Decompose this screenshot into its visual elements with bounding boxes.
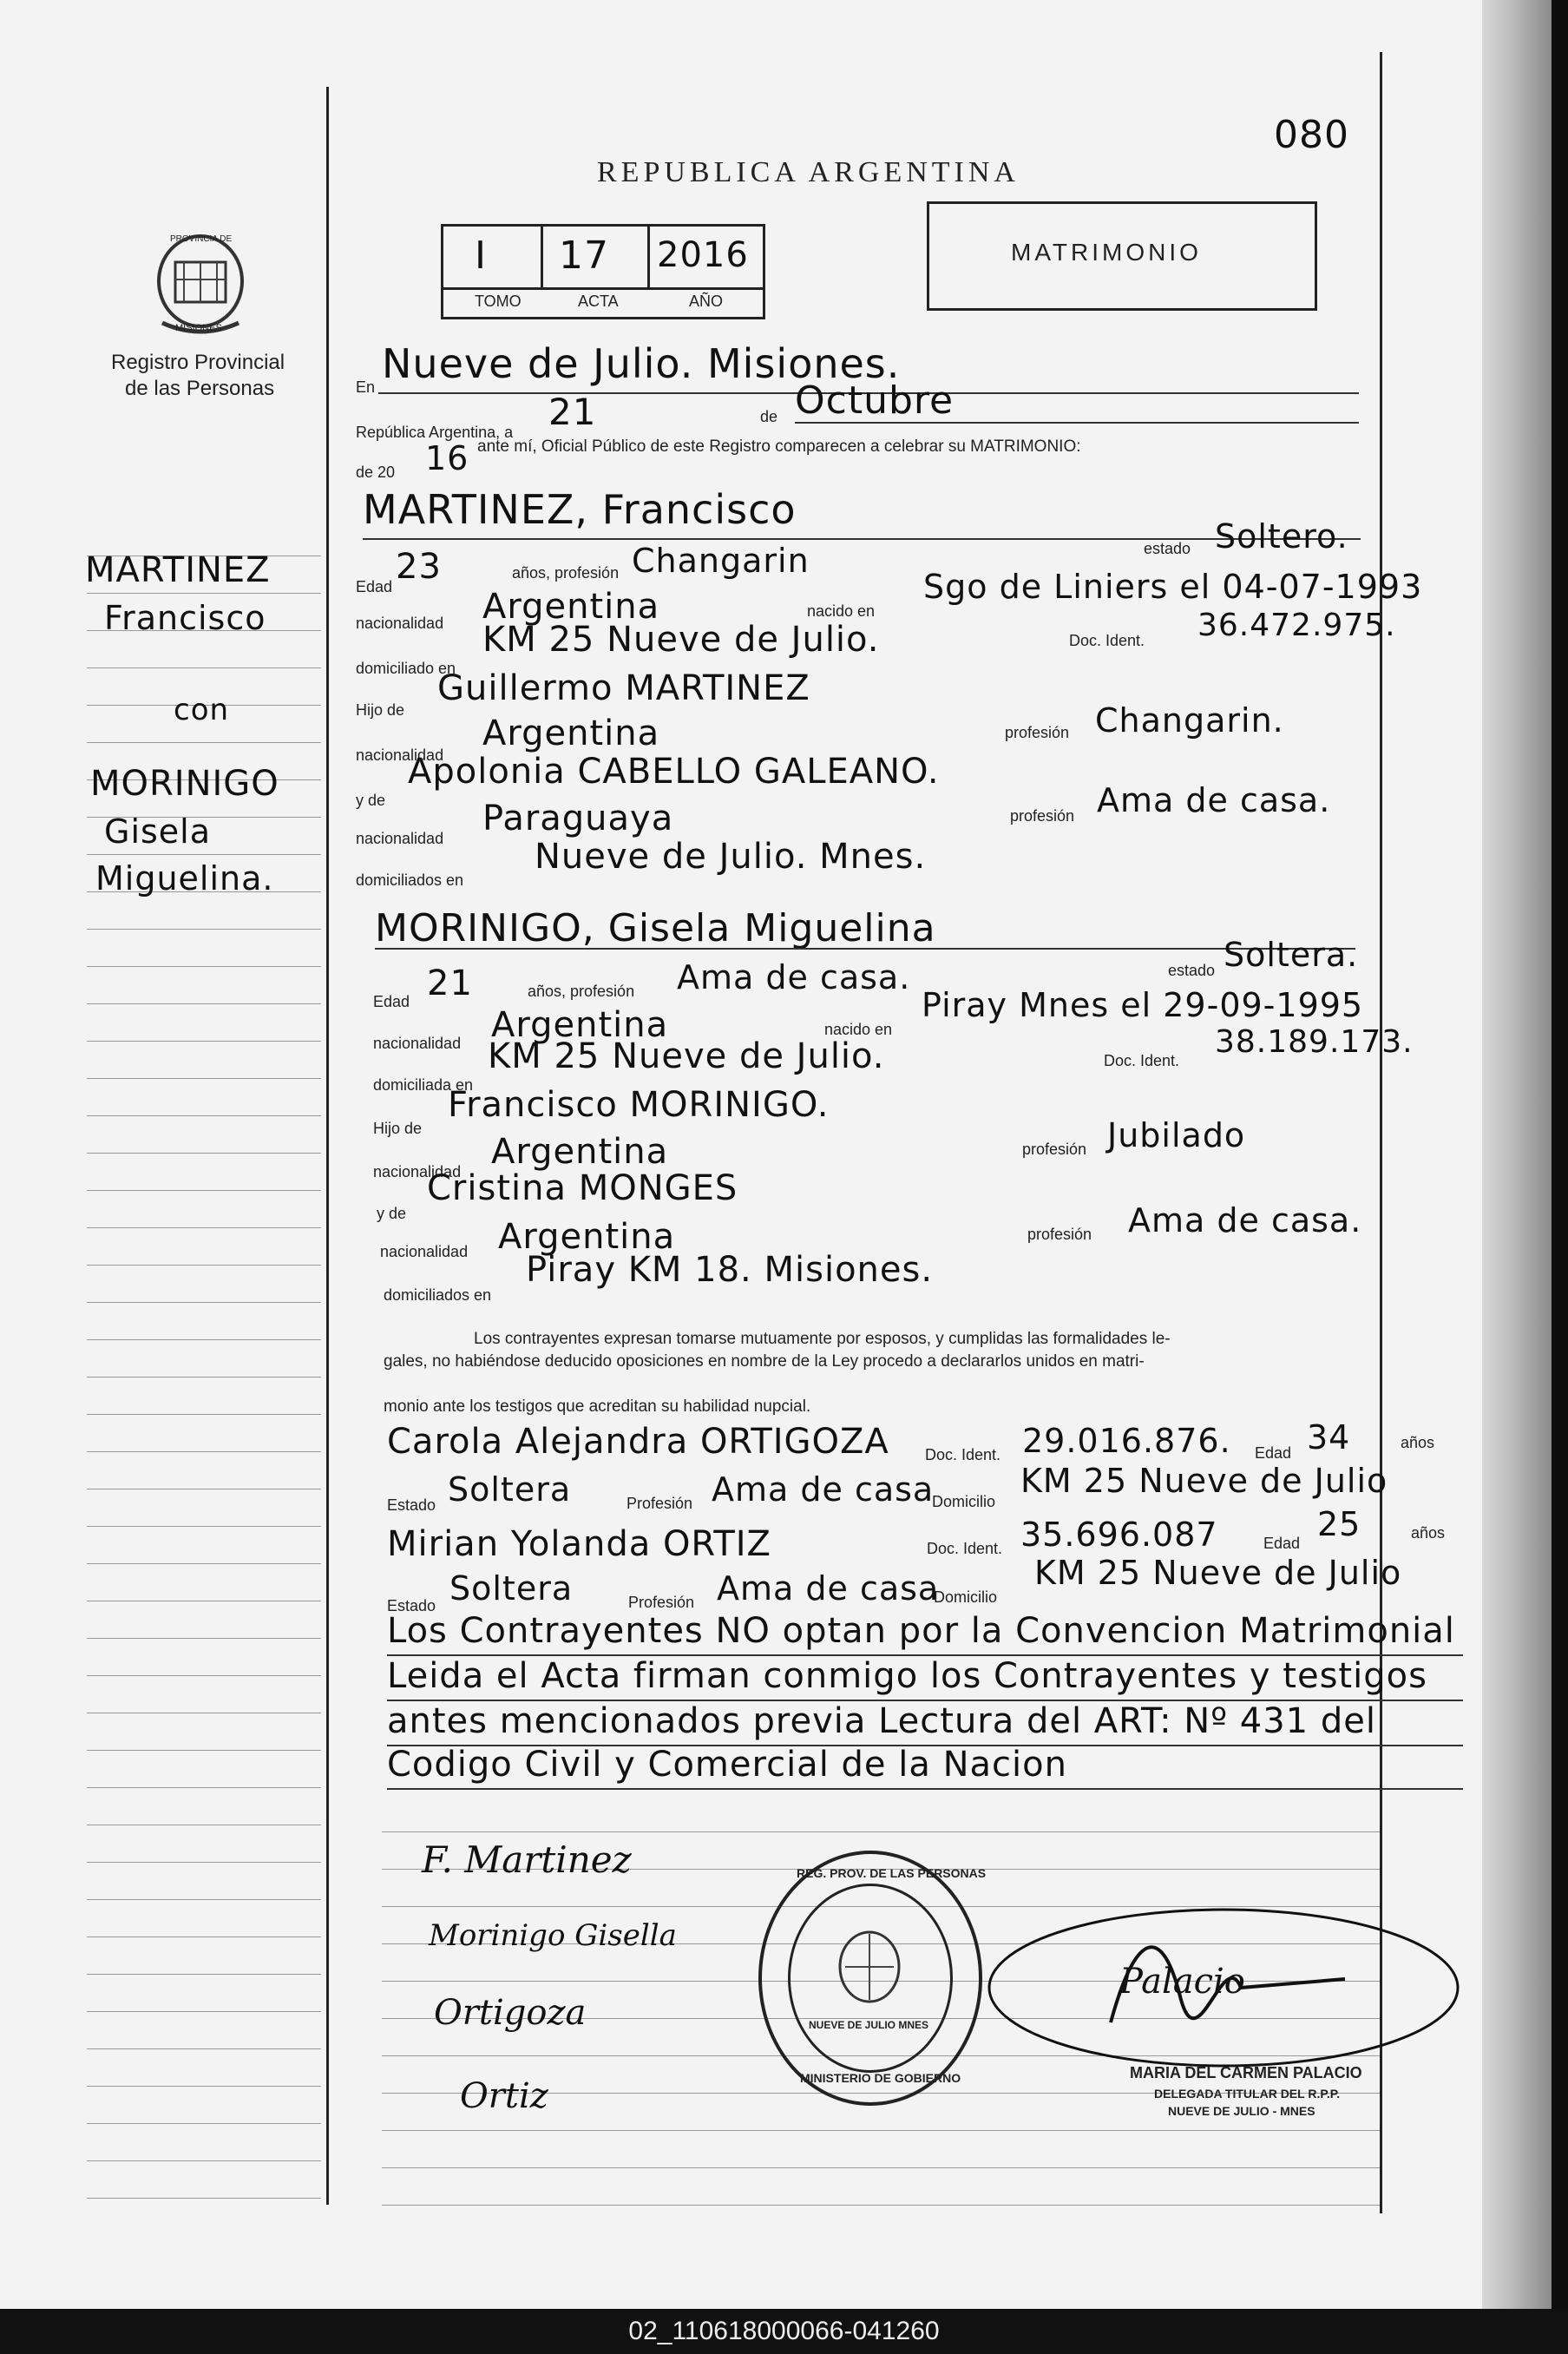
label-hijo-de: Hijo de [356,701,405,719]
margin-bride-given2: Miguelina. [95,859,274,898]
groom-mother: Apolonia CABELLO GALEANO. [408,752,940,792]
label-domiciliados-en: domiciliados en [356,871,464,889]
label-bride-hijo-de: Hijo de [373,1120,423,1137]
groom-full-name: MARTINEZ, Francisco [363,486,797,533]
groom-born-in: Sgo de Liniers el 04-07-1993 [923,568,1423,606]
label-de20: de 20 [356,464,396,481]
margin-rule [87,929,321,930]
groom-estado: Soltero. [1215,517,1348,556]
seal-top-text: PROVINCIA DE [170,234,233,244]
record-type-box [927,201,1317,311]
groom-doc: 36.472.975. [1197,608,1396,643]
anio-value: 2016 [657,235,749,275]
label-witness1-doc: Doc. Ident. [925,1446,1001,1463]
officer-signature: Palacio [1119,1962,1245,2002]
bride-father-nationality: Argentina [491,1132,669,1172]
official-place: NUEVE DE JULIO - MNES [1168,2104,1315,2118]
register-box [441,224,765,319]
label-witness1-domicilio: Domicilio [932,1493,996,1510]
bride-mother: Cristina MONGES [427,1168,738,1208]
label-bride-estado: estado [1168,962,1216,979]
margin-rule [87,2198,321,2199]
margin-rule [87,1078,321,1079]
tomo-value: I [475,233,487,278]
margin-rule [87,1265,321,1266]
witness2-name: Mirian Yolanda ORTIZ [387,1524,771,1564]
witness2-doc: 35.696.087 [1020,1516,1218,1554]
label-witness2-edad: Edad [1263,1535,1301,1552]
witness1-domicile: KM 25 Nueve de Julio [1020,1462,1388,1500]
margin-rule [87,1302,321,1303]
right-border [1380,52,1382,2213]
margin-rule [87,1638,321,1639]
label-father-profesion: profesión [1005,724,1070,741]
label-bride-nacionalidad: nacionalidad [373,1035,462,1052]
groom-age: 23 [396,547,442,587]
margin-rule [87,1190,321,1191]
coat-of-arms-icon [828,1923,911,2007]
margin-rule [87,2123,321,2124]
margin-rule [87,1153,321,1154]
scan-footer-id: 02_110618000066-041260 [0,2309,1568,2354]
label-republica: República Argentina, a [356,424,514,441]
label-father-nacionalidad: nacionalidad [356,746,444,764]
witness1-profession: Ama de casa [712,1470,935,1509]
margin-rule [87,1003,321,1004]
note-line4: Codigo Civil y Comercial de la Nacion [387,1745,1067,1785]
bride-father: Francisco MORINIGO. [448,1085,830,1125]
margin-rule [87,593,321,594]
stamp-ring-top: REG. PROV. DE LAS PERSONAS [797,1866,987,1880]
groom-parents-domicile: Nueve de Julio. Mnes. [535,837,927,877]
margin-rule [87,1414,321,1415]
margin-rule [87,2048,321,2049]
groom-domicile: KM 25 Nueve de Julio. [482,620,880,660]
margin-rule [87,1862,321,1863]
label-witness2-doc: Doc. Ident. [927,1540,1003,1557]
signature-rule [382,2205,1380,2206]
label-bride-anos-profesion: años, profesión [528,983,635,1000]
margin-rule [87,1936,321,1937]
bride-age: 21 [427,963,473,1003]
label-mother-nacionalidad: nacionalidad [356,830,444,847]
witness2-signature: Ortiz [460,2076,548,2116]
bride-parents-domicile: Piray KM 18. Misiones. [526,1250,934,1290]
tomo-label: TOMO [475,293,522,310]
groom-father: Guillermo MARTINEZ [437,668,810,708]
acta-cell [543,227,650,290]
bride-profession: Ama de casa. [677,958,911,996]
acta-value: 17 [559,233,609,278]
label-en: En [356,378,376,396]
margin-rule [87,854,321,855]
note-line4-rule [387,1788,1463,1790]
acta-label: ACTA [578,293,619,310]
bride-domicile: KM 25 Nueve de Julio. [488,1036,885,1076]
witness1-doc: 29.016.876. [1022,1422,1231,1460]
page-edge [1482,0,1552,2309]
note-line2: Leida el Acta firman conmigo los Contrayentes y testigos [387,1656,1427,1696]
official-title: DELEGADA TITULAR DEL R.P.P. [1154,2087,1341,2101]
stamp-ring-bottom: MINISTERIO DE GOBIERNO [800,2071,961,2085]
witness1-estado: Soltera [448,1470,572,1509]
label-witness1-profesion: Profesión [627,1495,693,1512]
label-witness1-edad: Edad [1255,1444,1292,1462]
witness2-domicile: KM 25 Nueve de Julio [1034,1554,1402,1592]
margin-rule [87,1451,321,1452]
label-mother-profesion: profesión [1010,807,1075,825]
signature-rule [382,2167,1380,2168]
label-de: de [760,408,778,425]
witness1-age: 34 [1307,1418,1351,1456]
signature-rule [382,1831,1380,1832]
seal-bottom-text: MISIONES [175,323,222,333]
margin-rule [87,1974,321,1975]
year-suffix: 16 [425,439,469,477]
groom-profession: Changarin [632,542,810,580]
label-domiciliada-en: domiciliada en [373,1076,474,1094]
margin-rule [87,1899,321,1900]
label-ante-mi: ante mí, Oficial Público de este Registro comparecen a celebrar su MATRIMONIO: [477,437,1081,456]
label-witness2-estado: Estado [387,1597,436,1614]
bride-father-profession: Jubilado [1107,1116,1246,1154]
signature-rule [382,2130,1380,2131]
stamp-center: NUEVE DE JULIO MNES [809,2019,929,2031]
bride-nationality: Argentina [491,1005,669,1045]
margin-rule [87,1339,321,1340]
margin-rule [87,1563,321,1564]
margin-groom-given: Francisco [104,599,266,637]
agency-name-line1: Registro Provincial [111,351,285,374]
witness1-name: Carola Alejandra ORTIGOZA [387,1422,889,1462]
tomo-cell [443,227,543,290]
bride-born-in: Piray Mnes el 29-09-1995 [922,986,1364,1024]
label-nacido-en: nacido en [807,602,876,620]
margin-rule [87,1750,321,1751]
groom-father-nationality: Argentina [482,713,660,753]
margin-rule [87,966,321,967]
country-heading: REPUBLICA ARGENTINA [597,156,1020,188]
margin-rule [87,1675,321,1676]
label-bride-mother-profesion: profesión [1027,1226,1092,1243]
margin-rule [87,742,321,743]
margin-rule [87,1115,321,1116]
page-number: 080 [1274,113,1349,157]
label-anos-profesion: años, profesión [512,564,620,582]
label-bride-y-de: y de [377,1205,407,1222]
agency-name-line2: de las Personas [125,377,275,400]
groom-name-line [363,538,1361,540]
bride-doc: 38.189.173. [1215,1024,1414,1060]
label-bride-doc-ident: Doc. Ident. [1104,1052,1180,1069]
record-type: MATRIMONIO [1011,239,1202,266]
month: Octubre [795,378,955,423]
bride-full-name: MORINIGO, Gisela Miguelina [375,906,936,950]
legal-text-line2: gales, no habiéndose deducido oposiciones en nombre de la Ley procedo a declararlos unidos en matri- [384,1352,1145,1371]
witness2-estado: Soltera [449,1569,574,1608]
witness2-age: 25 [1317,1505,1361,1543]
groom-nationality: Argentina [482,587,660,627]
margin-rule [87,2160,321,2161]
label-witness1-estado: Estado [387,1496,436,1514]
margin-groom-surname: MARTINEZ [85,550,271,590]
legal-text-line1: Los contrayentes expresan tomarse mutuamente por esposos, y cumplidas las formalidades le- [474,1330,1171,1348]
label-witness2-domicilio: Domicilio [934,1588,998,1606]
bride-name-line [375,948,1355,950]
official-stamp [758,1851,987,2106]
label-doc-ident: Doc. Ident. [1069,632,1145,649]
groom-mother-profession: Ama de casa. [1097,781,1331,819]
margin-rule [87,1787,321,1788]
groom-mother-nationality: Paraguaya [482,799,674,838]
label-y-de: y de [356,792,386,809]
margin-rule [87,1041,321,1042]
margin-connector: con [174,693,230,727]
label-nacionalidad: nacionalidad [356,615,444,632]
label-edad: Edad [356,578,393,595]
legal-text-line3: monio ante los testigos que acreditan su habilidad nupcial. [384,1397,811,1416]
groom-signature: F. Martinez [422,1838,632,1881]
margin-rule [87,1227,321,1228]
label-witness1-anos: años [1401,1434,1435,1451]
bride-estado: Soltera. [1224,936,1359,974]
label-estado: estado [1144,540,1191,557]
label-domiciliado-en: domiciliado en [356,660,456,677]
bride-mother-nationality: Argentina [498,1217,676,1257]
label-bride-domiciliados-en: domiciliados en [384,1286,492,1304]
margin-rule [87,2086,321,2087]
label-witness2-profesion: Profesión [628,1594,695,1611]
label-bride-nacido-en: nacido en [824,1021,893,1038]
day: 21 [548,391,597,433]
place: Nueve de Julio. Misiones. [382,340,901,387]
witness2-profession: Ama de casa [717,1569,940,1608]
label-bride-father-profesion: profesión [1022,1141,1087,1158]
official-name: MARIA DEL CARMEN PALACIO [1130,2064,1362,2081]
margin-rule [87,1377,321,1378]
anio-cell [650,227,763,290]
margin-divider [326,87,329,2205]
note-line1: Los Contrayentes NO optan por la Convencion Matrimonial [387,1611,1455,1651]
margin-rule [87,2011,321,2012]
groom-father-profession: Changarin. [1095,701,1284,740]
witness1-signature: Ortigoza [434,1993,587,2033]
label-bride-edad: Edad [373,993,410,1010]
label-bride-father-nacionalidad: nacionalidad [373,1163,462,1180]
margin-bride-given1: Gisela [104,812,212,851]
anio-label: AÑO [689,293,724,310]
month-line [795,422,1359,424]
margin-rule [87,1526,321,1527]
margin-rule [87,667,321,668]
agency-seal [149,227,252,340]
bride-signature: Morinigo Gisella [429,1918,677,1953]
note-line3: antes mencionados previa Lectura del ART: Nº 431 del [387,1701,1376,1741]
label-bride-mother-nacionalidad: nacionalidad [380,1243,469,1260]
label-witness2-anos: años [1411,1524,1446,1542]
bride-mother-profession: Ama de casa. [1128,1201,1362,1239]
margin-bride-surname: MORINIGO [90,764,279,804]
